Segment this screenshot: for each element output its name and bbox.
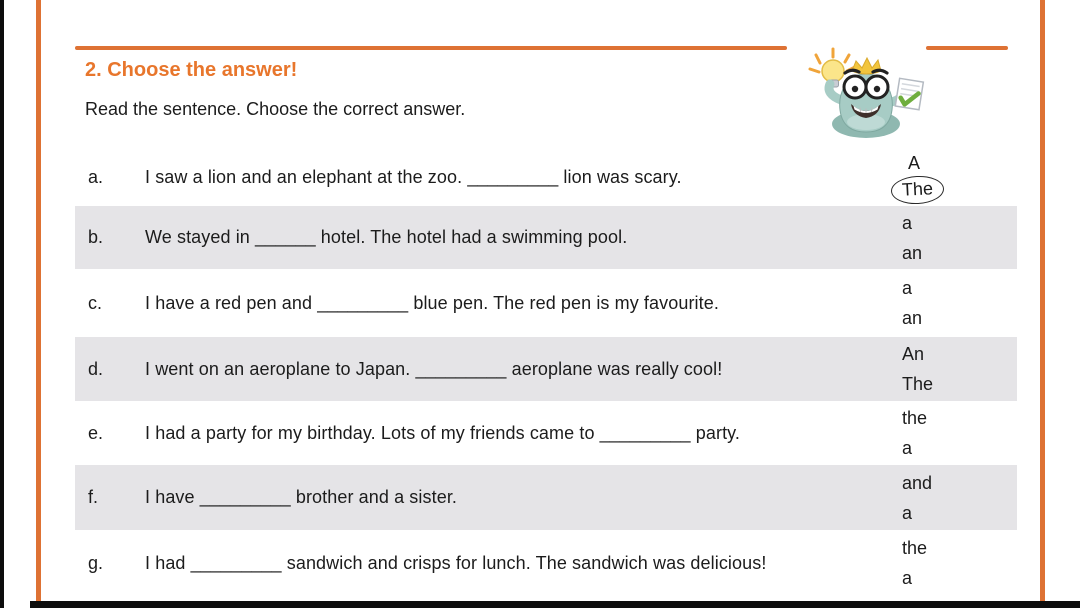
answer-options — [902, 403, 1017, 463]
question-row — [75, 337, 1017, 401]
question-sentence: I have a red pen and _________ blue pen. The red pen is my favourite. — [145, 292, 719, 313]
left-border-line — [36, 0, 41, 608]
question-sentence: I saw a lion and an elephant at the zoo. _________ lion was scary. — [145, 166, 682, 187]
answer-option[interactable]: A — [908, 152, 921, 173]
answer-option[interactable]: a — [902, 278, 913, 298]
answer-option[interactable]: the — [902, 538, 928, 558]
question-row — [75, 206, 1017, 269]
answer-options — [902, 273, 1017, 333]
question-sentence: I had _________ sandwich and crisps for lunch. The sandwich was delicious! — [145, 552, 767, 573]
scan-edge-left — [0, 0, 4, 608]
section-title: 2. Choose the answer! — [85, 59, 298, 81]
answer-option[interactable]: The — [902, 374, 934, 394]
question-sentence: I have _________ brother and a sister. — [145, 487, 458, 507]
question-letter: b. — [88, 227, 104, 247]
answer-option[interactable]: the — [902, 408, 928, 428]
answer-options — [902, 339, 1017, 399]
question-letter: a. — [88, 166, 104, 187]
idea-monster-mascot — [789, 46, 939, 142]
answer-options — [902, 151, 1017, 204]
question-row — [75, 530, 1017, 596]
question-letter: d. — [88, 358, 104, 379]
answer-option[interactable]: and — [902, 472, 933, 493]
question-letter: c. — [88, 292, 103, 313]
question-letter: g. — [88, 552, 104, 573]
question-sentence: We stayed in ______ hotel. The hotel had a swimming pool. — [145, 227, 628, 247]
answer-option[interactable]: an — [902, 308, 923, 328]
scan-edge-bottom — [30, 601, 1080, 608]
header-rule — [75, 46, 787, 50]
answer-option[interactable]: a — [902, 212, 913, 233]
answer-options — [902, 468, 1017, 528]
question-letter: e. — [88, 422, 104, 443]
answer-option[interactable]: An — [902, 344, 925, 364]
question-letter: f. — [88, 487, 99, 507]
answer-option-circled[interactable]: The — [890, 174, 944, 205]
question-row — [75, 269, 1017, 337]
question-sentence: I had a party for my birthday. Lots of my friends came to _________ party. — [145, 422, 741, 443]
answer-option[interactable]: a — [902, 568, 913, 588]
question-row — [75, 148, 1017, 206]
answer-options — [902, 208, 1017, 268]
answer-option[interactable]: an — [902, 242, 923, 263]
answer-options — [902, 533, 1017, 593]
question-row — [75, 401, 1017, 465]
question-sentence: I went on an aeroplane to Japan. _________ aeroplane was really cool! — [145, 358, 723, 379]
answer-option[interactable]: a — [902, 502, 913, 523]
right-border-line — [1040, 0, 1045, 608]
question-row — [75, 465, 1017, 530]
notepad-check-icon — [895, 78, 923, 109]
answer-option[interactable]: a — [902, 438, 913, 458]
section-instructions: Read the sentence. Choose the correct answer. — [85, 99, 466, 119]
